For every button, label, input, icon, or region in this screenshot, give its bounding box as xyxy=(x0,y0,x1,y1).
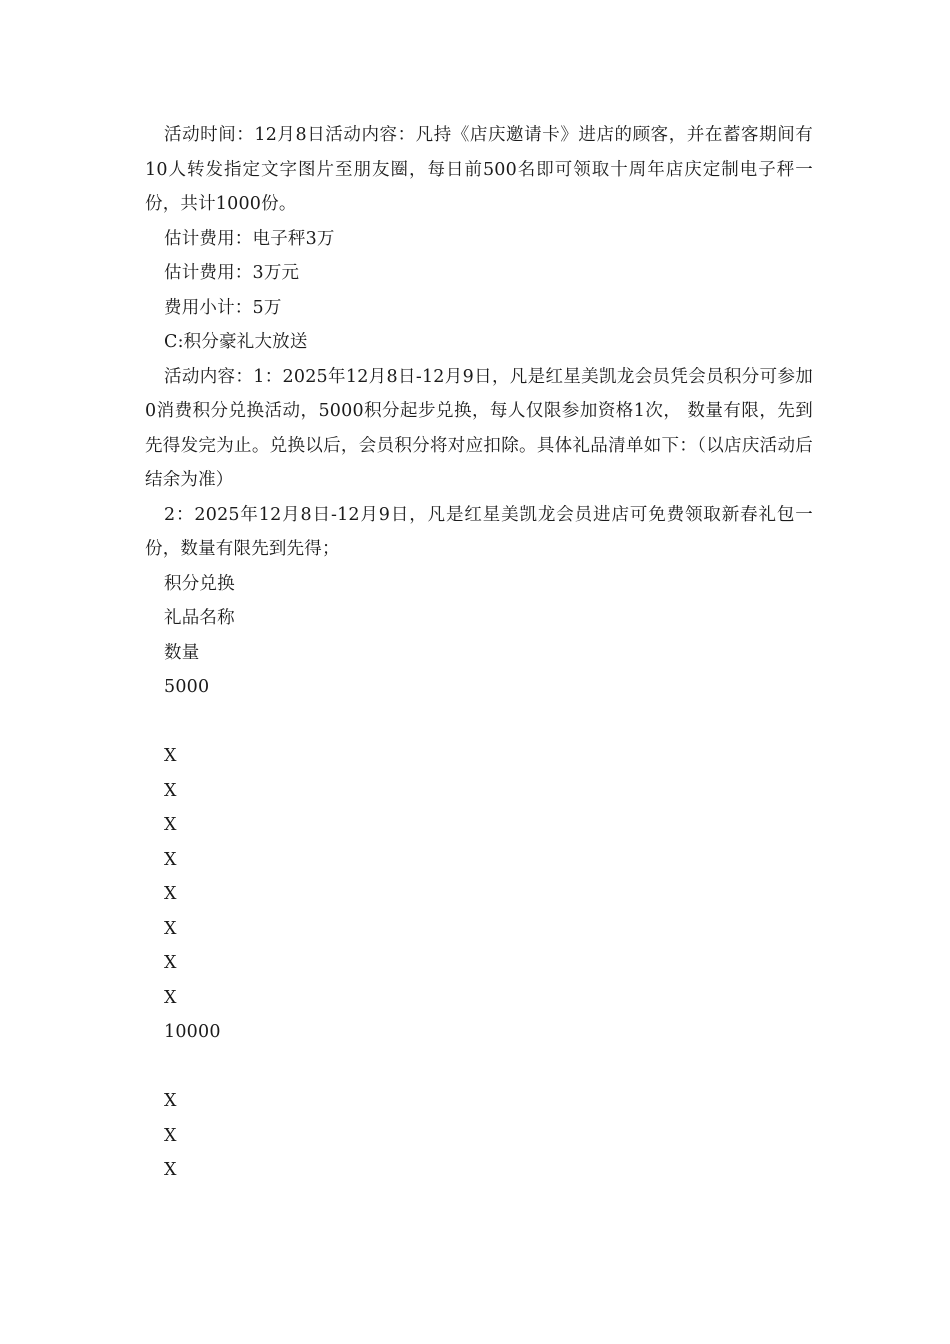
cost-subtotal: 费用小计：5万 xyxy=(164,297,282,318)
tier-points-10000: 10000 xyxy=(164,1022,221,1042)
blank-line xyxy=(145,705,813,740)
document-body xyxy=(145,118,813,1188)
gift-item: X xyxy=(164,780,177,801)
gift-item: X xyxy=(164,1125,177,1146)
gift-item: X xyxy=(164,815,177,835)
table-header-gift-name: 礼品名称 xyxy=(164,608,235,628)
tier-points-5000: 5000 xyxy=(164,677,210,697)
gift-item: X xyxy=(164,953,177,973)
gift-item: X xyxy=(164,849,177,870)
gift-item: X xyxy=(164,918,177,939)
activity-content-paragraph-2: 2：2025年12月8日-12月9日，凡是红星美凯龙会员进店可免费领取新春礼包一份，数量有限先到先得； xyxy=(145,504,813,559)
table-header-quantity: 数量 xyxy=(164,642,200,663)
cost-estimate: 估计费用：3万元 xyxy=(164,263,300,283)
gift-item: X xyxy=(164,1160,177,1180)
activity-content-paragraph-1: 活动内容：1：2025年12月8日-12月9日，凡是红星美凯龙会员凭会员积分可参加0消费积分兑换活动，5000积分起步兑换，每人仅限参加资格1次， 数量有限，先到先得发完为止。兑换以后，会员积分将对应扣除。具体礼品清单如下：（以店庆活动后结余为准） xyxy=(145,366,813,490)
table-header-points: 积分兑换 xyxy=(164,573,235,594)
cost-estimate-scale: 估计费用：电子秤3万 xyxy=(164,228,335,249)
gift-item: X xyxy=(164,1091,177,1111)
section-heading-points-gift: C:积分豪礼大放送 xyxy=(164,332,308,352)
activity-time-paragraph: 活动时间：12月8日活动内容：凡持《店庆邀请卡》进店的顾客，并在蓄客期间有10人转发指定文字图片至朋友圈，每日前500名即可领取十周年店庆定制电子秤一份，共计1000份。 xyxy=(145,125,813,214)
blank-line xyxy=(145,1050,813,1085)
gift-item: X xyxy=(164,746,177,766)
gift-item: X xyxy=(164,987,177,1008)
gift-item: X xyxy=(164,884,177,904)
